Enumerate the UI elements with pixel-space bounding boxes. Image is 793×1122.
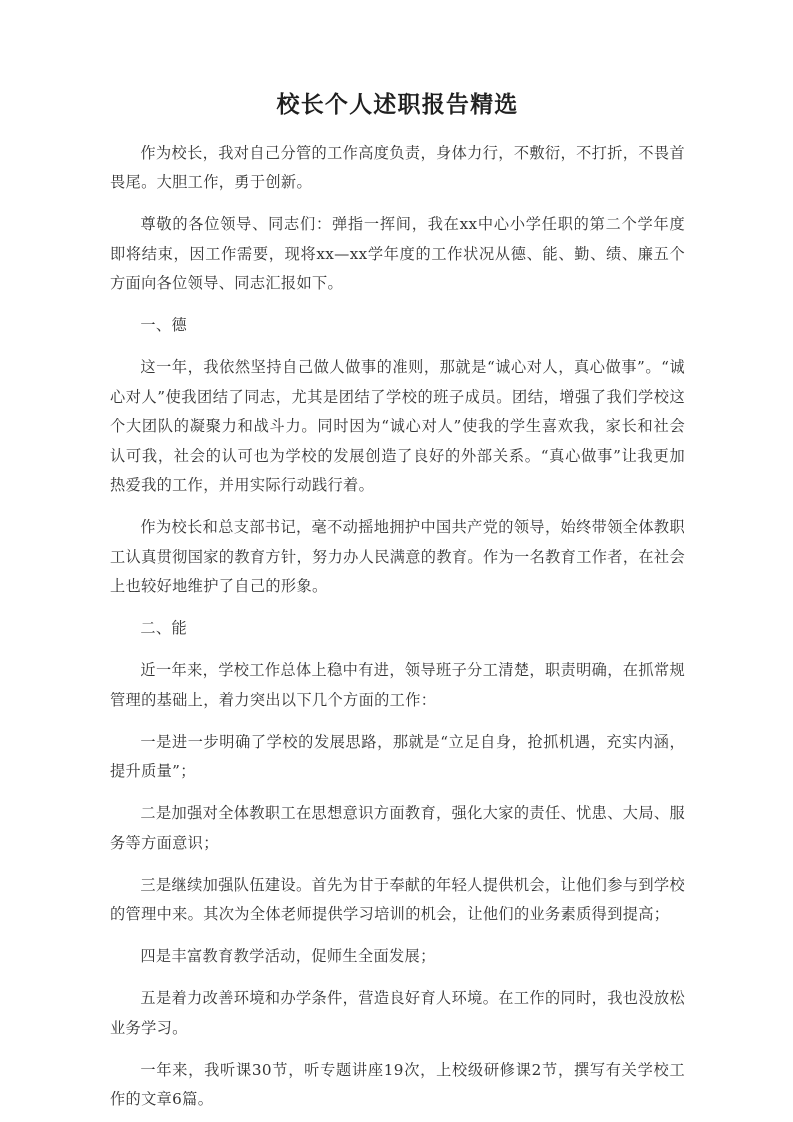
body-paragraph: 一是进一步明确了学校的发展思路，那就是“立足自身，抢抓机遇，充实内涵，提升质量”； bbox=[110, 732, 685, 780]
section-heading: 二、能 bbox=[140, 619, 188, 637]
body-paragraph: 近一年来，学校工作总体上稳中有进，领导班子分工清楚，职责明确，在抓常规管理的基础上，着力突出以下几个方面的工作： bbox=[110, 661, 685, 709]
section-heading: 一、德 bbox=[140, 316, 188, 334]
body-paragraph: 作为校长和总支部书记，毫不动摇地拥护中国共产党的领导，始终带领全体教职工认真贯彻国家的教育方针，努力办人民满意的教育。作为一名教育工作者，在社会上也较好地维护了自己的形象。 bbox=[110, 518, 685, 595]
document-content bbox=[110, 88, 685, 1115]
document-body bbox=[110, 139, 685, 1115]
body-paragraph: 二是加强对全体教职工在思想意识方面教育，强化大家的责任、忧患、大局、服务等方面意识； bbox=[110, 804, 685, 852]
page-title: 校长个人述职报告精选 bbox=[276, 91, 519, 118]
body-paragraph: 四是丰富教育教学活动，促师生全面发展； bbox=[140, 947, 436, 965]
body-paragraph: 这一年，我依然坚持自己做人做事的准则，那就是“诚心对人，真心做事”。“诚心对人”使我团结了同志，尤其是团结了学校的班子成员。团结，增强了我们学校这个大团队的凝聚力和战斗力。同时因为“诚心对人”使我的学生喜欢我，家长和社会认可我，社会的认可也为学校的发展创造了良好的外部关系。“真心做事”让我更加热爱我的工作，并用实际行动践行着。 bbox=[110, 358, 685, 494]
body-paragraph: 一年来，我听课30节，听专题讲座19次，上校级研修课2节，撰写有关学校工作的文章6篇。 bbox=[110, 1060, 685, 1108]
body-paragraph: 三是继续加强队伍建设。首先为甘于奉献的年轻人提供机会，让他们参与到学校的管理中来。其次为全体老师提供学习培训的机会，让他们的业务素质得到提高； bbox=[110, 875, 685, 923]
body-paragraph: 尊敬的各位领导、同志们：弹指一挥间，我在xx中心小学任职的第二个学年度即将结束，因工作需要，现将xx—xx学年度的工作状况从德、能、勤、绩、廉五个方面向各位领导、同志汇报如下。 bbox=[110, 215, 685, 292]
body-paragraph: 作为校长，我对自己分管的工作高度负责，身体力行，不敷衍，不打折，不畏首畏尾。大胆工作，勇于创新。 bbox=[110, 143, 685, 191]
body-paragraph: 五是着力改善环境和办学条件，营造良好育人环境。在工作的同时，我也没放松业务学习。 bbox=[110, 989, 685, 1037]
